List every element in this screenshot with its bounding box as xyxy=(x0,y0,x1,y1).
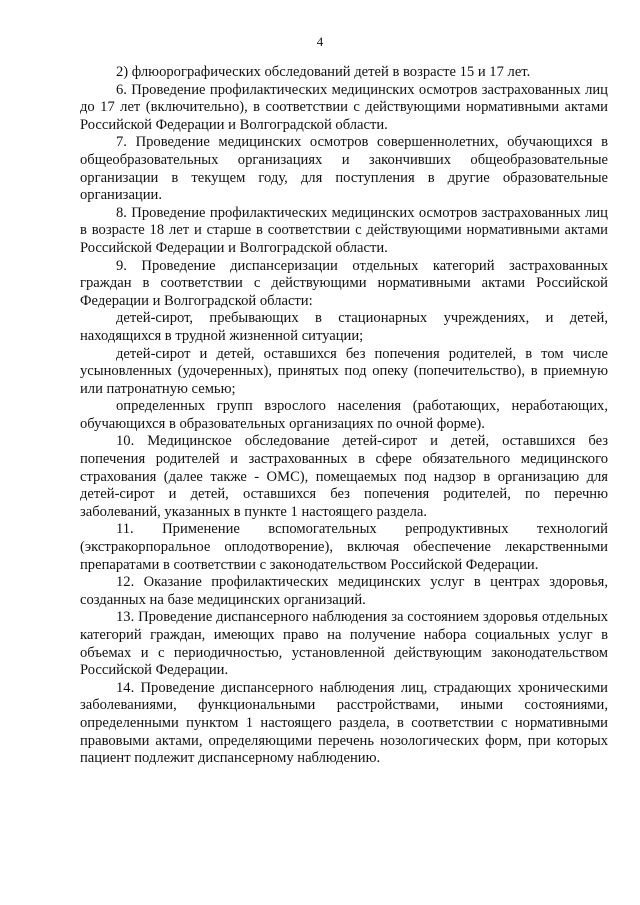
paragraph-item-11: 11. Применение вспомогательных репродуктивных технологий (экстракорпоральное оплодотворение), включая обеспечение лекарственными препаратами в соответствии с законодательством Российской Федерации. xyxy=(80,521,608,573)
paragraph-item-13: 13. Проведение диспансерного наблюдения за состоянием здоровья отдельных категорий граждан, имеющих право на получение набора социальных услуг в объемах и с периодичностью, установленной действующим законодательством Российской Федерации. xyxy=(80,609,608,679)
paragraph-item-9-orphans-stationary: детей-сирот, пребывающих в стационарных учреждениях, и детей, находящихся в трудной жизненной ситуации; xyxy=(80,310,608,344)
page-number: 4 xyxy=(316,34,324,49)
paragraph-item-10: 10. Медицинское обследование детей-сирот и детей, оставшихся без попечения родителей и застрахованных в сфере обязательного медицинского страхования (далее также - ОМС), помещаемых под надзор в организацию для детей-сирот и детей, оставшихся без попечения родителей, по перечню заболеваний, указанных в пункте 1 настоящего раздела. xyxy=(80,433,608,520)
paragraph-item-14: 14. Проведение диспансерного наблюдения лиц, страдающих хроническими заболеваниями, функциональными расстройствами, иными состояниями, определенными пунктом 1 настоящего раздела, в соответствии с нормативными правовыми актами, определяющими перечень нозологических форм, при которых пациент подлежит диспансерному наблюдению. xyxy=(80,679,608,767)
paragraph-item-9-orphans-adopted: детей-сирот и детей, оставшихся без попечения родителей, в том числе усыновленных (удочеренных), принятых под опеку (попечительство), в приемную или патронатную семью; xyxy=(80,345,608,397)
paragraph-item-8: 8. Проведение профилактических медицинских осмотров застрахованных лиц в возрасте 18 лет и старше в соответствии с действующими нормативными актами Российской Федерации и Волгоградской области. xyxy=(80,204,608,256)
paragraph-item-2-fluorography: 2) флюорографических обследований детей в возрасте 15 и 17 лет. xyxy=(116,64,531,80)
paragraph-item-6: 6. Проведение профилактических медицинских осмотров застрахованных лиц до 17 лет (включительно), в соответствии с действующими нормативными актами Российской Федерации и Волгоградской области. xyxy=(80,81,608,133)
paragraph-item-12: 12. Оказание профилактических медицинских услуг в центрах здоровья, созданных на базе медицинских организаций. xyxy=(80,574,608,608)
paragraph-item-9-adult-groups: определенных групп взрослого населения (работающих, неработающих, обучающихся в образовательных организациях по очной форме). xyxy=(80,398,608,432)
paragraph-item-7: 7. Проведение медицинских осмотров совершеннолетних, обучающихся в общеобразовательных организациях и закончивших общеобразовательные организации в текущем году, для поступления в другие образовательные организации. xyxy=(80,134,608,204)
paragraph-item-9: 9. Проведение диспансеризации отдельных категорий застрахованных граждан в соответствии с действующими нормативными актами Российской Федерации и Волгоградской области: xyxy=(80,257,608,309)
document-body xyxy=(80,64,608,768)
